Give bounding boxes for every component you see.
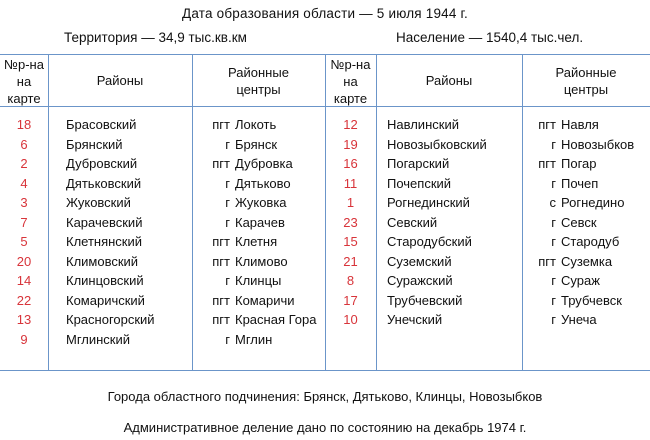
map-number: 22: [16, 292, 32, 308]
regional-cities-note: Города областного подчинения: Брянск, Дятьково, Клинцы, Новозыбков: [107, 389, 543, 404]
settlement-type: пгт: [212, 253, 230, 269]
district-center: Рогнедино: [561, 195, 625, 210]
district-name: Дятьковский: [66, 175, 142, 191]
district-table: [0, 54, 650, 440]
settlement-type: г: [225, 195, 230, 210]
map-number: 9: [20, 331, 28, 347]
settlement-type: пгт: [212, 234, 230, 249]
district-center: Севск: [561, 214, 597, 230]
district-center: Сураж: [561, 273, 600, 288]
district-center: Суземка: [561, 253, 613, 269]
map-number: 5: [20, 234, 28, 249]
district-center: Стародуб: [561, 234, 620, 249]
settlement-type: пгт: [212, 312, 230, 327]
district-center: Почеп: [561, 175, 599, 191]
map-number: 4: [20, 175, 28, 191]
settlement-type: пгт: [538, 117, 556, 132]
settlement-type: г: [551, 234, 556, 249]
district-center: Навля: [561, 117, 599, 132]
district-center: Дубровка: [235, 156, 293, 171]
district-name: Суражский: [387, 273, 453, 288]
map-number: 13: [16, 312, 32, 327]
district-name: Брянский: [66, 136, 123, 152]
district-name: Погарский: [387, 156, 450, 171]
settlement-type: г: [225, 175, 230, 191]
settlement-type: г: [551, 312, 556, 327]
district-name: Красногорский: [66, 312, 155, 327]
map-number: 12: [343, 117, 358, 132]
header-map-number: №р-на на карте: [330, 56, 371, 106]
header-centers: Районные центры: [555, 65, 617, 97]
district-name: Карачевский: [66, 214, 143, 230]
map-number: 15: [343, 234, 358, 249]
district-center: Клинцы: [235, 273, 282, 288]
district-center: Жуковка: [235, 195, 287, 210]
settlement-type: г: [551, 273, 556, 288]
district-name: Навлинский: [387, 117, 459, 132]
district-center: Мглин: [235, 331, 273, 347]
settlement-type: г: [225, 214, 230, 230]
district-center: Погар: [561, 156, 597, 171]
settlement-type: г: [225, 136, 230, 152]
map-number: 1: [346, 195, 355, 210]
district-name: Унечский: [387, 312, 443, 327]
map-number: 19: [343, 136, 358, 152]
territory-area: Территория — 34,9 тыс.кв.км: [64, 30, 247, 45]
district-center: Новозыбков: [561, 136, 635, 152]
map-number: 7: [20, 214, 28, 230]
settlement-type: г: [551, 175, 556, 191]
district-name: Клинцовский: [66, 273, 144, 288]
map-number: 18: [16, 117, 32, 132]
map-number: 20: [16, 253, 32, 269]
map-number: 8: [346, 273, 355, 288]
population: Население — 1540,4 тыс.чел.: [396, 30, 584, 45]
district-center: Локоть: [235, 117, 277, 132]
district-center: Унеча: [561, 312, 597, 327]
settlement-type: г: [225, 273, 230, 288]
district-name: Почепский: [387, 175, 452, 191]
settlement-type: г: [551, 136, 556, 152]
header-districts: Районы: [96, 72, 144, 88]
map-number: 11: [343, 175, 358, 191]
district-center: Брянск: [235, 136, 278, 152]
district-name: Мглинский: [66, 331, 131, 347]
settlement-type: пгт: [212, 156, 230, 171]
formation-date: Дата образования области — 5 июля 1944 г.: [182, 6, 468, 21]
settlement-type: пгт: [538, 156, 556, 171]
map-number: 14: [16, 273, 32, 288]
settlement-type: пгт: [538, 253, 556, 269]
district-name: Рогнединский: [387, 195, 470, 210]
table-bottom-rule: [0, 370, 650, 371]
district-center: Красная Гора: [235, 312, 317, 327]
district-name: Комаричский: [66, 292, 145, 308]
district-name: Трубчевский: [387, 292, 463, 308]
district-center: Трубчевск: [561, 292, 622, 308]
header-districts: Районы: [425, 72, 473, 88]
district-center: Карачев: [235, 214, 285, 230]
district-name: Клетнянский: [66, 234, 143, 249]
district-center: Климово: [235, 253, 288, 269]
district-name: Дубровский: [66, 156, 138, 171]
settlement-type: г: [225, 331, 230, 347]
settlement-type: г: [551, 292, 556, 308]
district-center: Дятьково: [235, 175, 291, 191]
district-name: Суземский: [387, 253, 452, 269]
map-number: 10: [343, 312, 358, 327]
header-centers: Районные центры: [228, 65, 289, 97]
map-number: 17: [343, 292, 358, 308]
district-name: Стародубский: [387, 234, 472, 249]
district-name: Жуковский: [66, 195, 131, 210]
settlement-type: пгт: [212, 292, 230, 308]
district-name: Брасовский: [66, 117, 137, 132]
settlement-type: пгт: [212, 117, 230, 132]
map-number: 2: [20, 156, 28, 171]
district-center: Комаричи: [235, 292, 295, 308]
settlement-type: г: [551, 214, 556, 230]
administrative-date-note: Административное деление дано по состоянию на декабрь 1974 г.: [123, 420, 527, 435]
district-name: Новозыбковский: [387, 136, 487, 152]
map-number: 16: [343, 156, 358, 171]
map-number: 3: [20, 195, 28, 210]
header-map-number: №р-на на карте: [4, 56, 44, 106]
district-center: Клетня: [235, 234, 278, 249]
map-number: 23: [343, 214, 358, 230]
settlement-type: с: [549, 195, 556, 210]
map-number: 21: [343, 253, 358, 269]
district-name: Климовский: [66, 253, 139, 269]
district-name: Севский: [387, 214, 438, 230]
map-number: 6: [20, 136, 28, 152]
